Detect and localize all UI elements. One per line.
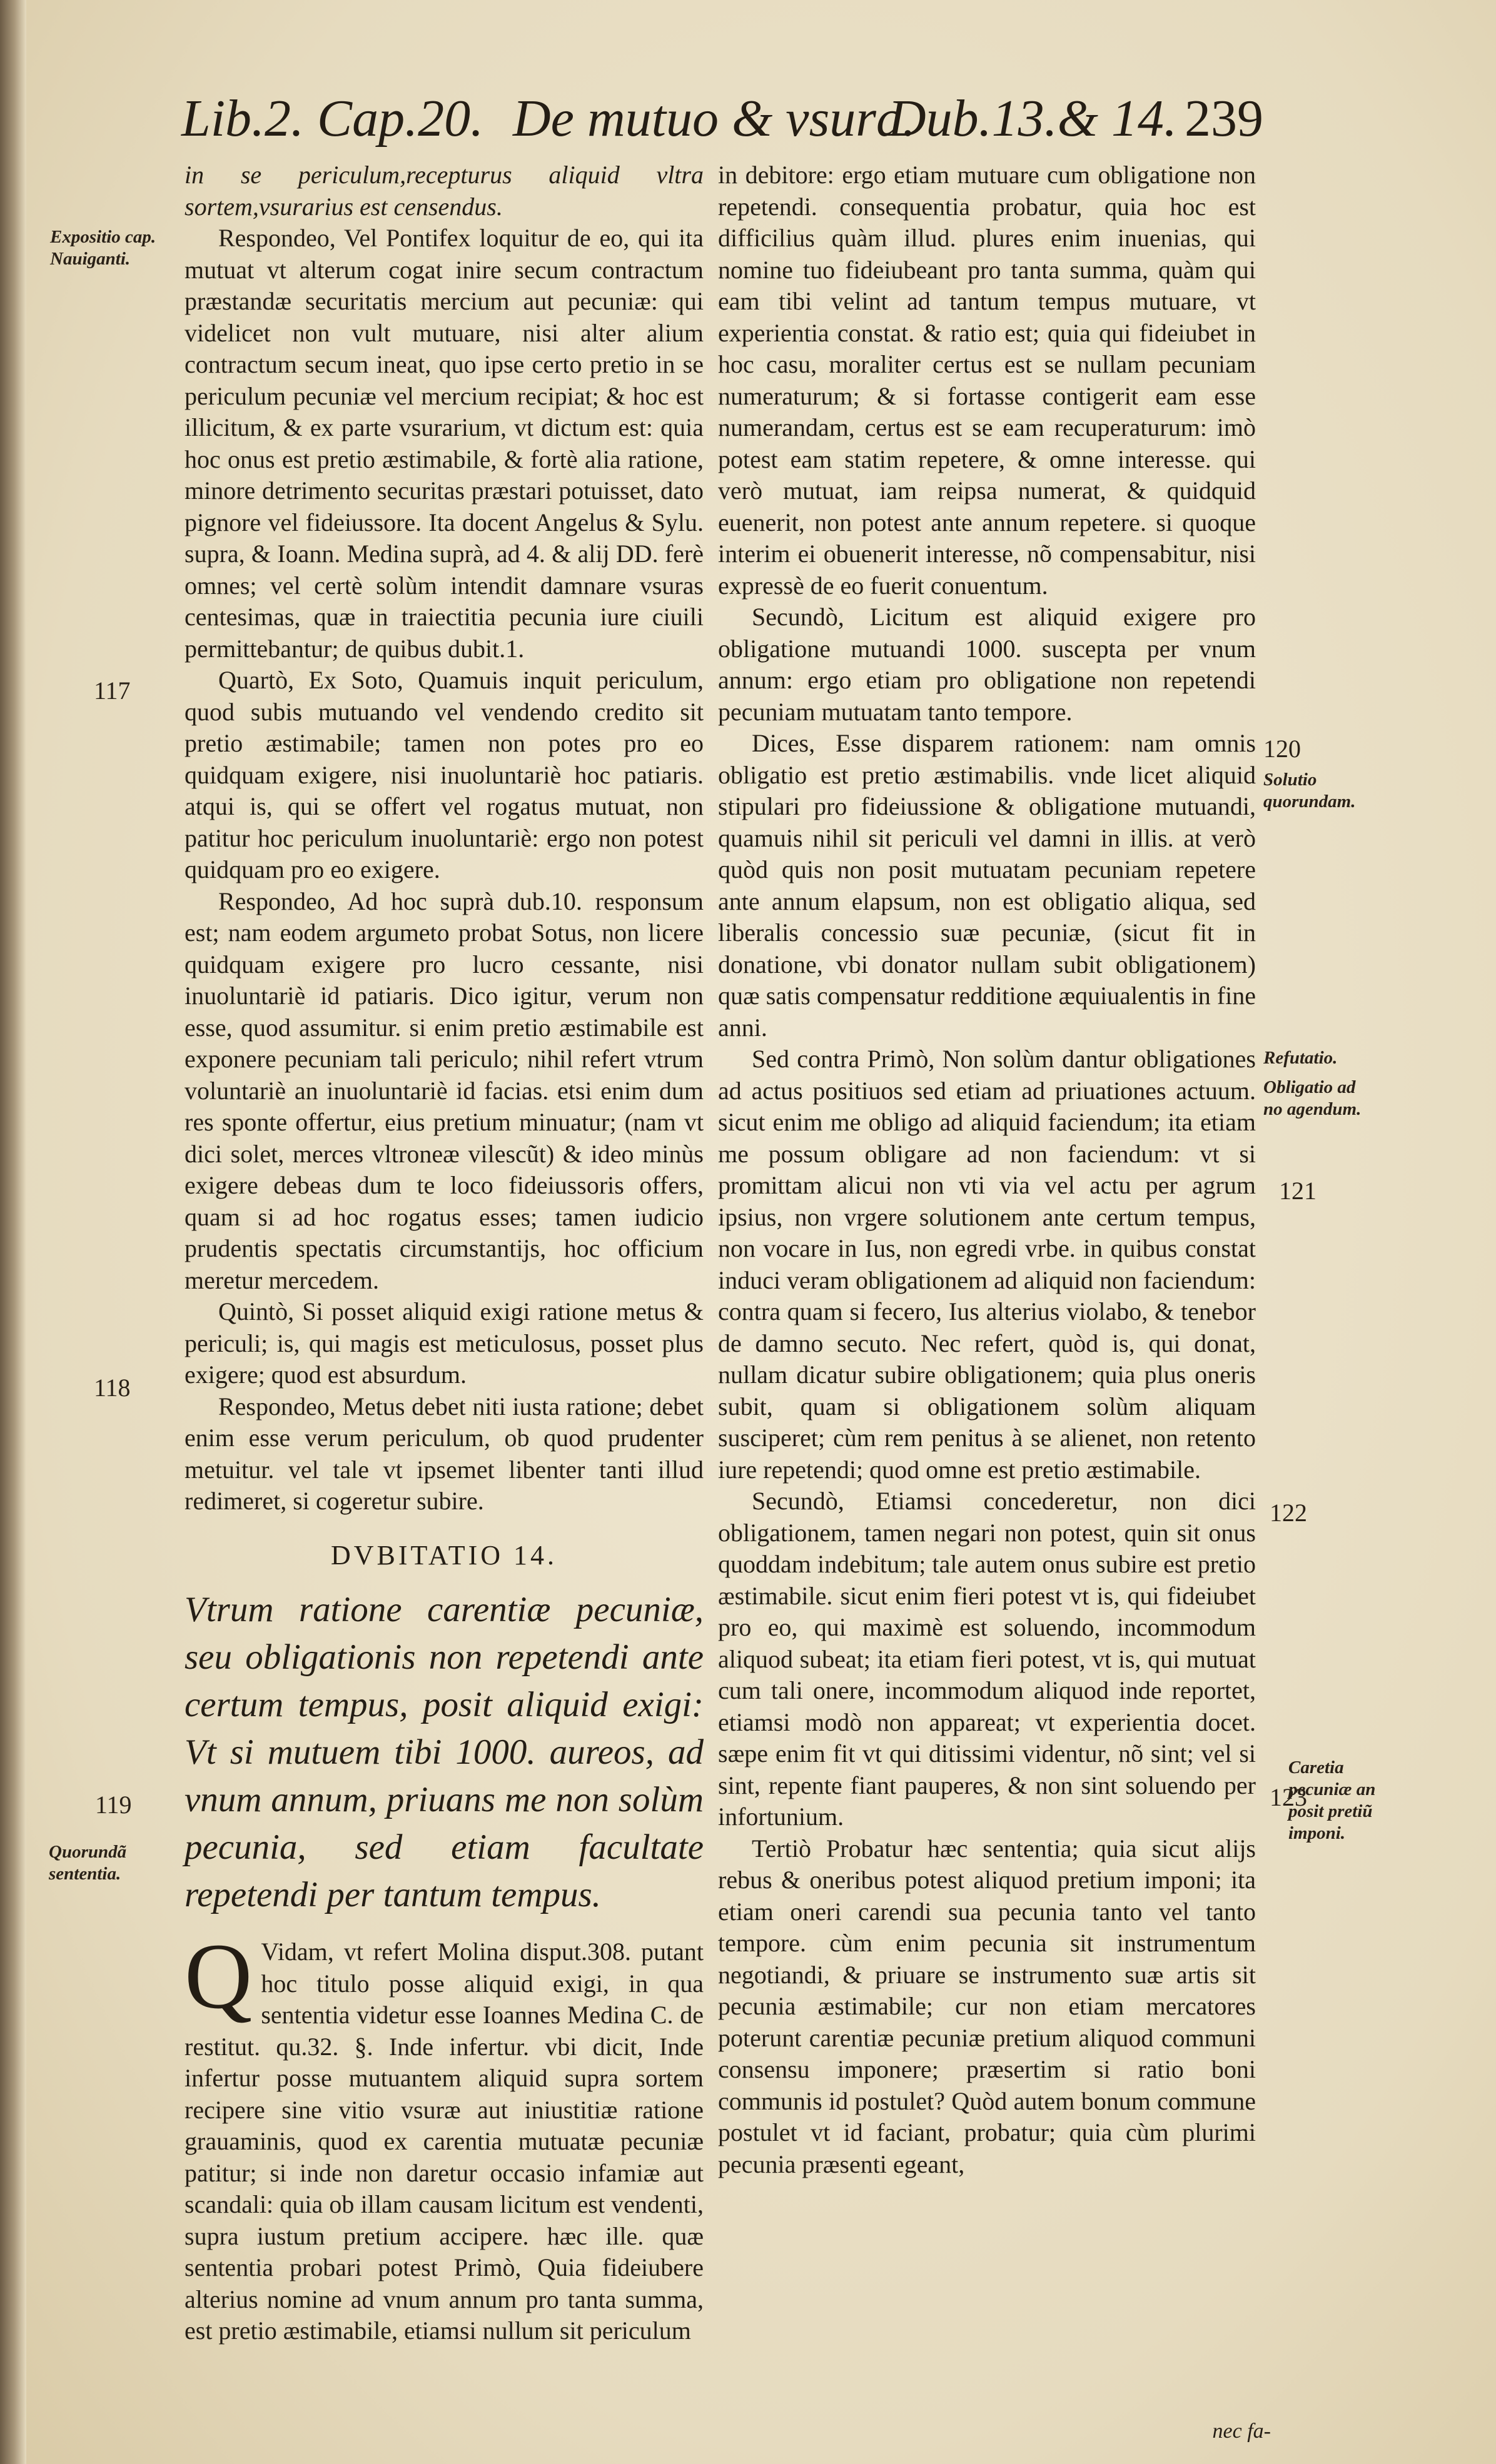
margin-note-solutio: Solutio quorundam. [1263,770,1356,812]
margin-note-expositio: Expositio cap. Nauiganti. [50,227,156,269]
margin-number-121: 121 [1279,1177,1317,1205]
drop-capital: Q [184,1924,253,2028]
paragraph: Respondeo, Metus debet niti iusta ratione; debet enim esse verum periculum, ob quod prudenter metuitur. vel tale vt ipsemet libenter tanti illud redimeret, si cogeretur subire. [184,1392,704,1515]
margin-note-caretia: Caretia pecuniæ an posit pretiũ imponi. [1288,1757,1376,1843]
paragraph: in debitore: ergo etiam mutuare cum obligatione non repetendi. consequentia probatur, quia hoc est difficilius quàm illud. plures enim inuenias, qui nomine tuo fideiubeant pro tanta summa, quàm qui eam tibi velint ad tantum tempus mutuare, vt experientia constat. & ratio est; quia qui fideiubet in hoc casu, moraliter certus est se nullam pecuniam numeraturum; & si fortasse contigerit eam esse numerandam, certus est se eam recuperaturum: imò potest eam statim repetere, & omne interesse. qui verò mutuat, iam reipsa numerat, & quidquid euenerit, non potest ante annum repetere. si quoque interim ei obuenerit interesse, nõ compensabitur, nisi expressè de eo fuerit conuentum. [718,161,1256,600]
paragraph-dropcap [184,1924,704,2347]
paragraph: Dices, Esse disparem rationem: nam omnis obligatio est pretio æstimabilis. vnde licet aliquid stipulari pro fideiussione & obligatione mutuandi, quamuis nihil sit periculi vel damni in illis. at verò quòd quis non posit mutuatam pecuniam repetere ante annum elapsum, non est obligatio aliqua, sed liberalis concessio suæ pecuniæ, (sicut fit in donatione, vbi donator nullam subit obligationem) quæ satis compensatur redditione æquiualentis in fine anni. [718,729,1256,1042]
header-book-chapter: Lib.2. Cap.20. [181,89,484,148]
margin-number-117: 117 [94,676,131,705]
header-dubitatio: Dub.13.& 14. [888,89,1177,148]
paragraph: Quartò, Ex Soto, Quamuis inquit periculum, quod subis mutuando vel vendendo credito sit pretio æstimabile; tamen non potes pro eo quidquam exigere, nisi inuoluntariè hoc patiaris. atqui is, qui se offert vel rogatus mutuat, non patitur hoc periculum inuoluntariè: ergo non potest quidquam pro eo exigere. [184,666,704,883]
paragraph: Sed contra Primò, Non solùm dantur obligationes ad actus positiuos sed etiam ad priuationes actuum. sicut enim me obligo ad aliquid faciendum; ita etiam me possum obligare ad non faciendum: vt si promittam alicui non vti via vel actu per agrum ipsius, non vrgere solutionem ante certum tempus, non vocare in Ius, non egredi vrbe. in quibus constat induci veram obligationem ad aliquid non faciendum: contra quam si fecero, Ius alterius violabo, & tenebor de damno secuto. Nec refert, quòd is, qui donat, nullam dicatur subire obligationem; quia plus oneris subit, quam si obligationem solùm aliquam susciperet; cùm rem penitus à se alienet, non retento iure repetendi; quod omne est pretio æstimabile. [718,1045,1256,1484]
running-header [181,81,1263,163]
margin-note-quorundam: Quorundã sententia. [49,1842,127,1884]
margin-number-123: 123 [1270,1783,1307,1811]
paragraph: Quintò, Si posset aliquid exigi ratione metus & periculi; is, qui magis est meticulosus, posset plus exigere; quod est absurdum. [184,1297,704,1389]
margin-note-refutatio: Refutatio. [1263,1048,1338,1068]
paragraph: Secundò, Etiamsi concederetur, non dici obligationem, tamen negari non potest, quin sit onus quoddam indebitum; tale autem onus subire est pretio æstimabile. sicut enim fieri potest vt is, qui fideiubet pro eo, qui maximè est soluendo, incommodum aliquod subeat; ita etiam fieri potest, vt is, qui mutuat cum tali onere, incommodum aliquod inde reportet, etiamsi modò non appareat; vt experientia docet. sæpe enim fit vt qui ditissimi videntur, nõ sint; vel si sint, repente fiant pauperes, & non sint soluendo per infortunium. [718,1487,1256,1831]
right-column [718,159,1256,2180]
catchword: nec fa- [1212,2420,1271,2443]
page-number: 239 [1185,89,1263,148]
margin-number-119: 119 [95,1791,132,1819]
margin-number-120: 120 [1263,735,1301,763]
dubitatio-question: Vtrum ratione carentiæ pecuniæ, seu obligationis non repetendi ante certum tempus, posit aliquid exigi: Vt si mutuem tibi 1000. aureos, ad vnum annum, priuans me non solùm pecunia, sed etiam facultate repetendi per tantum tempus. [184,1590,704,1914]
dubitatio-heading: DVBITATIO 14. [330,1539,558,1571]
margin-note-obligatio: Obligatio ad no agendum. [1263,1077,1362,1119]
paragraph: in se periculum,recepturus aliquid vltra sortem,vsurarius est censendus. [184,161,704,221]
header-title: De mutuo & vsura. [513,89,916,148]
paragraph-text: Vidam, vt refert Molina disput.308. putant hoc titulo posse aliquid exigi, in qua sententia videtur esse Ioannes Medina C. de restitut. qu.32. §. Inde infertur. vbi dicit, Inde infertur posse mutuantem aliquid supra sortem recipere sine vitio vsuræ aut iniustitiæ ratione grauaminis, quod ex carentia mutuatæ pecuniæ patitur; si inde non daretur occasio infamiæ aut scandali: quia ob illam causam licitum est vendenti, supra iustum pretium accipere. hæc ille. quæ sententia probari potest Primò, Quia fideiubere alterius nomine ad vnum annum pro tanta summa, est pretio æstimabile, etiamsi nullum sit periculum [184,1938,704,2345]
paragraph: Respondeo, Vel Pontifex loquitur de eo, qui ita mutuat vt alterum cogat inire secum contractum præstandæ securitatis mercium aut pecuniæ: qui videlicet non vult mutuare, nisi alter alium contractum secum ineat, quo ipse certo pretio in se periculum pecuniæ vel mercium recipiat; & hoc est illicitum, & ex parte vsurarium, vt dictum est: quia hoc onus est pretio æstimabile, & fortè alia ratione, minore detrimento securitas præstari potuisset, dato pignore vel fideiussore. Ita docent Angelus & Sylu. supra, & Ioann. Medina suprà, ad 4. & alij DD. ferè omnes; vel certè solùm intendit damnare vsuras centesimas, quæ in traiectitia pecunia iure ciuili permittebantur; de quibus dubit.1. [184,224,704,663]
paragraph: Secundò, Licitum est aliquid exigere pro obligatione mutuandi 1000. suscepta per vnum annum: ergo etiam pro obligatione non repetendi pecuniam mutuatam tanto tempore. [718,603,1256,726]
left-column [184,159,704,2347]
paragraph: Tertiò Probatur hæc sententia; quia sicut alijs rebus & oneribus potest aliquod pretium imponi; ita etiam oneri carendi sua pecunia tanto vel tanto tempore. cùm enim pecunia sit instrumentum negotiandi, & priuare se instrumento suæ artis sit pecunia æstimabile; cur non etiam mercatores poterunt carentiæ pecuniæ pretium aliquod communi consensu imponere; præsertim si ratio boni communis id postulet? Quòd autem bonum commune postulet vt id faciant, probatur; quia cùm plurimi pecunia præsenti egeant, [718,1834,1256,2178]
book-binding-edge [0,0,26,2464]
margin-number-118: 118 [94,1374,131,1402]
paragraph: Respondeo, Ad hoc suprà dub.10. responsum est; nam eodem argumeto probat Sotus, non licere quidquam exigere pro lucro cessante, nisi inuoluntariè id patiaris. Dico igitur, verum non esse, quod assumitur. si enim pretio æstimabile est exponere pecuniam tali periculo; nihil refert vtrum voluntariè an inuoluntariè id facias. etsi enim dum res sponte offertur, eius pretium minuatur; (nam vt dici solet, merces vltroneæ vilescũt) & ideo minùs exigere debeas dum te loco fideiussoris offers, quam si ad hoc rogatus esses; tamen iudicio prudentis spectatis circumstantijs, hoc officium meretur mercedem. [184,887,704,1294]
margin-number-122: 122 [1270,1499,1307,1527]
